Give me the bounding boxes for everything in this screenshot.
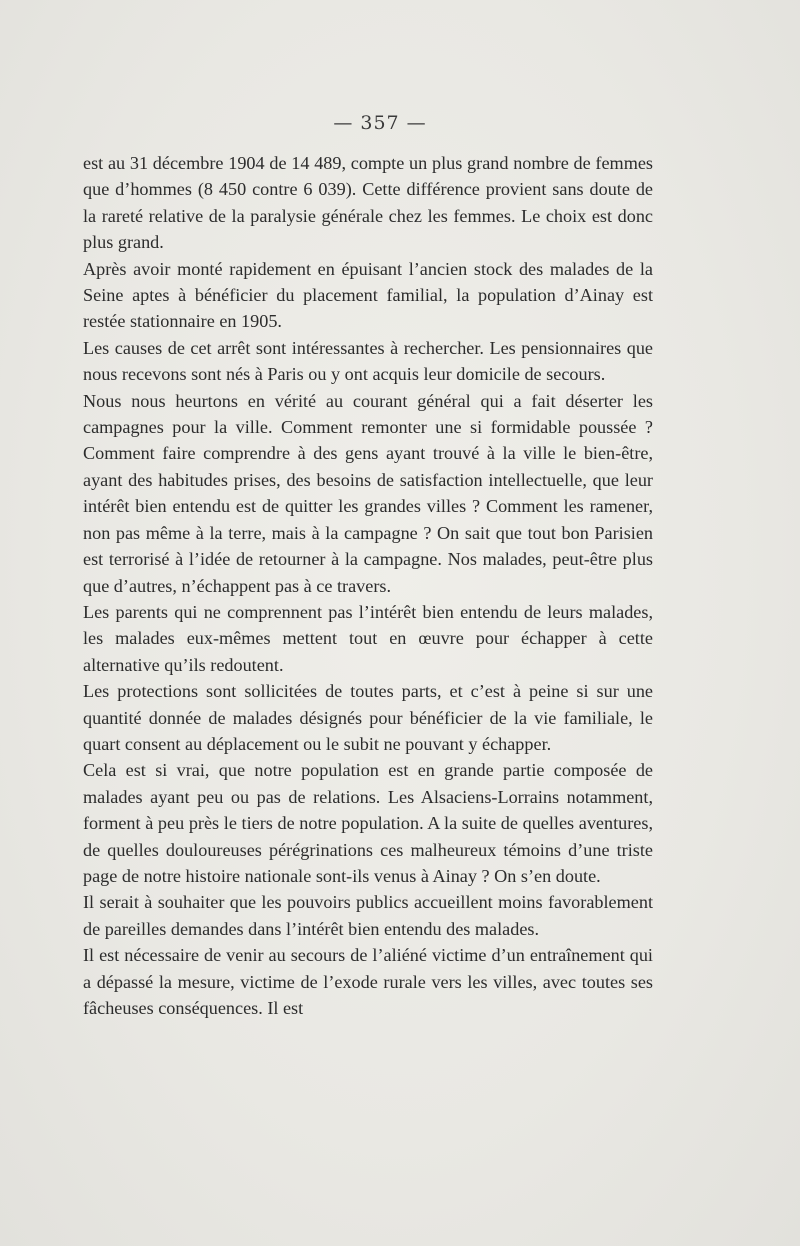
paragraph: Les parents qui ne comprennent pas l’intérêt bien entendu de leurs malades, les malades eux-mêmes mettent tout en œuvre pour échapper à cette alternative qu’ils redoutent. bbox=[83, 601, 653, 675]
paragraph: est au 31 décembre 1904 de 14 489, compte un plus grand nombre de femmes que d’hommes (8 450 contre 6 039). Cette différence provient sans doute de la rareté relative de la paralysie générale chez les femmes. Le choix est donc plus grand. bbox=[83, 153, 653, 253]
page-number: — 357 — bbox=[333, 112, 427, 134]
paragraph: Il est nécessaire de venir au secours de l’aliéné victime d’un entraînement qui a dépassé la mesure, victime de l’exode rurale vers les villes, avec toutes ses fâcheuses conséquences. Il est bbox=[83, 945, 653, 1018]
paragraph: Il serait à souhaiter que les pouvoirs publics accueillent moins favorablement de pareilles demandes dans l’intérêt bien entendu des malades. bbox=[83, 892, 653, 939]
paragraph: Après avoir monté rapidement en épuisant l’ancien stock des malades de la Seine aptes à bénéficier du placement familial, la population d’Ainay est restée stationnaire en 1905. bbox=[83, 258, 653, 332]
paragraph: Nous nous heurtons en vérité au courant général qui a fait déserter les campagnes pour la ville. Comment remonter une si formidable poussée ? Comment faire comprendre à des gens ayant trouvé à la ville le bien-être, ayant des habitudes prises, des besoins de satisfaction intellectuelle, que leur intérêt bien entendu est de quitter les grandes villes ? Comment les ramener, non pas même à la terre, mais à la campagne ? On sait que tout bon Parisien est terrorisé à l’idée de retourner à la campagne. Nos malades, peut-être plus que d’autres, n’échappent pas à ce travers. bbox=[83, 390, 653, 596]
paragraph: Cela est si vrai, que notre population est en grande partie composée de malades ayant peu ou pas de relations. Les Alsaciens-Lorrains notamment, forment à peu près le tiers de notre population. A la suite de quelles aventures, de quelles douloureuses pérégrinations ces malheureux témoins d’une triste page de notre histoire nationale sont-ils venus à Ainay ? On s’en doute. bbox=[83, 760, 653, 886]
paragraph: Les protections sont sollicitées de toutes parts, et c’est à peine si sur une quantité donnée de malades désignés pour bénéficier de la vie familiale, le quart consent au déplacement ou le subit ne pouvant y échapper. bbox=[83, 681, 653, 754]
body-text bbox=[83, 150, 653, 1021]
paragraph: Les causes de cet arrêt sont intéressantes à rechercher. Les pensionnaires que nous recevons sont nés à Paris ou y ont acquis leur domicile de secours. bbox=[83, 337, 653, 385]
